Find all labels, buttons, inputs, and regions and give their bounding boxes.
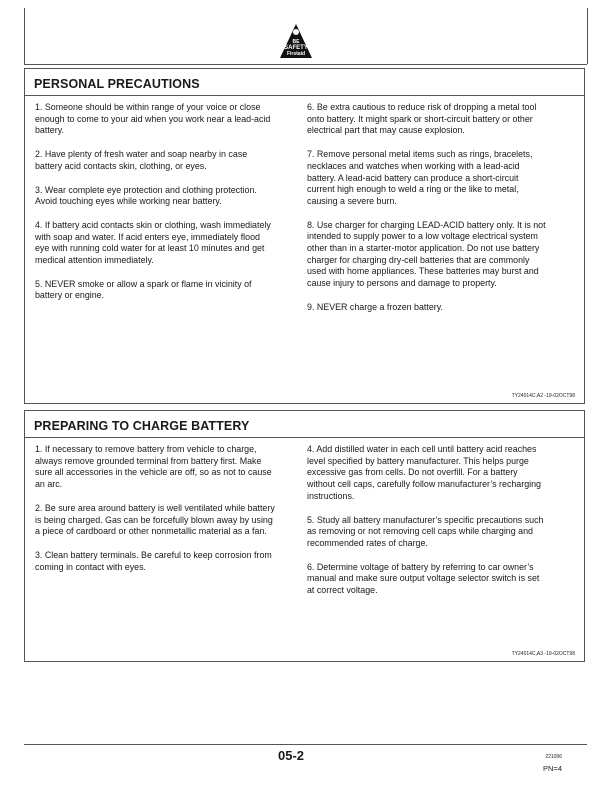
list-item: 9. NEVER charge a frozen battery.	[307, 301, 443, 312]
footer-pn: PN=4	[543, 764, 562, 773]
list-item: 2. Be sure area around battery is well ventilated while battery is being charged. Gas can be forcefully blown away by using a piece of cardboard or other nonmetallic material as a fan.	[35, 502, 275, 537]
page-number: 05-2	[278, 748, 305, 763]
logo-text-line2: SAFETY	[284, 45, 308, 51]
logo-text-line1: BE	[292, 39, 300, 45]
footer-rule	[24, 744, 587, 745]
preparing-to-charge-section	[24, 410, 585, 662]
list-item: 4. If battery acid contacts skin or clothing, wash immediately with soap and water. If acid enters eye, immediately flood eye with running cold water for at least 10 minutes and get medical attention immediately.	[35, 219, 271, 266]
right-column	[307, 444, 547, 609]
list-item: 6. Determine voltage of battery by referring to car owner’s manual and make sure output voltage selector switch is set at correct voltage.	[307, 561, 540, 596]
list-item: 8. Use charger for charging LEAD-ACID battery only. It is not intended to supply power to a low voltage electrical system other than in a starter-motor application. Do not use battery charger for charging dry-cell batteries that are commonly used with home appliances. These batteries may burst and cause injury to persons and damage to property.	[307, 219, 546, 289]
left-column	[35, 444, 275, 585]
list-item: 3. Wear complete eye protection and clothing protection. Avoid touching eyes while working near battery.	[35, 184, 257, 207]
list-item: 5. NEVER smoke or allow a spark or flame in vicinity of battery or engine.	[35, 278, 252, 301]
safety-logo	[279, 23, 313, 59]
section-title: PERSONAL PRECAUTIONS	[34, 77, 200, 91]
footer-code: 221096	[545, 754, 562, 760]
section-title-rule	[25, 95, 584, 96]
section-title-rule	[25, 437, 584, 438]
reference-code: TY24014C,A3 -19-02OCT98	[511, 651, 575, 657]
left-column	[35, 102, 275, 314]
list-item: 1. Someone should be within range of your voice or close enough to come to your aid when you work near a lead-acid battery.	[35, 102, 271, 136]
right-column	[307, 102, 547, 326]
list-item: 5. Study all battery manufacturer’s specific precautions such as removing or not removing cell caps while charging and recommended rates of charge.	[307, 514, 544, 548]
personal-precautions-section	[24, 68, 585, 404]
list-item: 3. Clean battery terminals. Be careful to keep corrosion from coming in contact with eyes.	[35, 549, 272, 572]
list-item: 1. If necessary to remove battery from vehicle to charge, always remove grounded terminal from battery first. Make sure all accessories in the vehicle are off, so as not to cause an arc.	[35, 444, 272, 490]
logo-text-line3: Firstaid	[286, 51, 306, 57]
reference-code: TY24014C,A2 -19-02OCT98	[511, 393, 575, 399]
list-item: 2. Have plenty of fresh water and soap nearby in case battery acid contacts skin, clothing, or eyes.	[35, 149, 248, 171]
header-rule	[24, 64, 587, 65]
section-title: PREPARING TO CHARGE BATTERY	[34, 419, 250, 433]
list-item: 6. Be extra cautious to reduce risk of dropping a metal tool onto battery. It might spark or short-circuit battery or other electrical part that may cause explosion.	[307, 102, 537, 136]
list-item: 4. Add distilled water in each cell until battery acid reaches level specified by battery manufacturer. This helps purge excessive gas from cells. Do not overfill. For a battery without cell caps, carefully follow manufacturer’s recharging instructions.	[307, 444, 541, 501]
list-item: 7. Remove personal metal items such as rings, bracelets, necklaces and watches when working with a lead-acid battery. A lead-acid battery can produce a short-circuit current high enough to weld a ring or the like to metal, causing a severe burn.	[307, 149, 533, 206]
